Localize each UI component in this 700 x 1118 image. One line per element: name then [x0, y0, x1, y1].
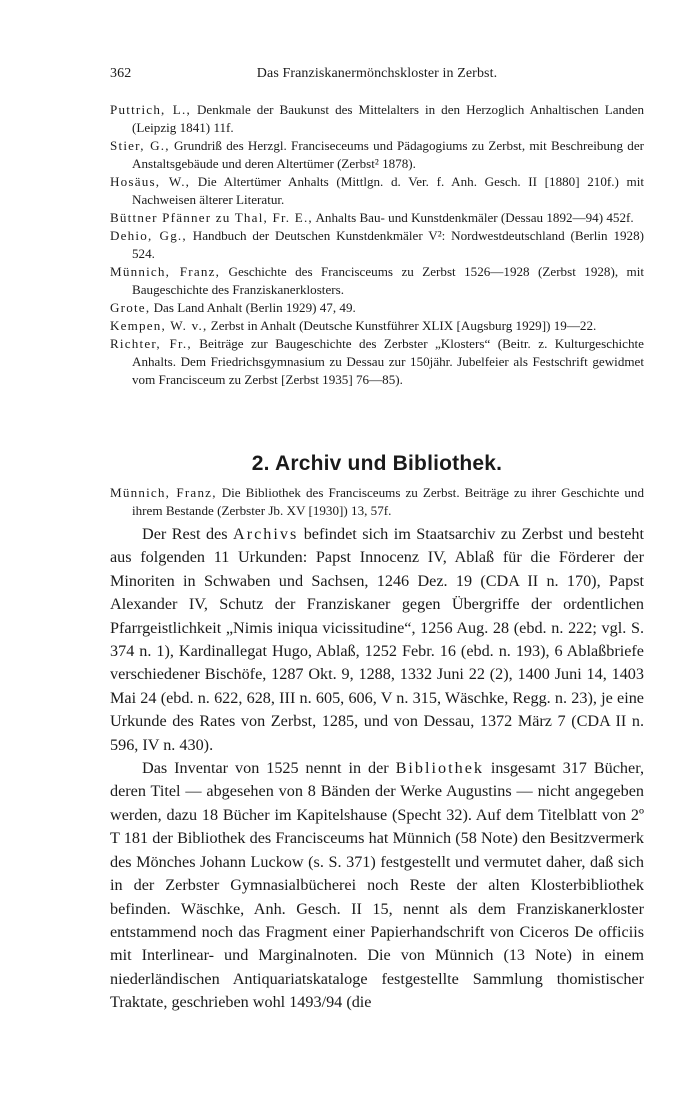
entry-author: Hosäus, W., — [110, 174, 191, 189]
bibliography-entry — [110, 137, 644, 173]
paragraph-text: Das Inventar von 1525 nennt in der — [142, 759, 396, 778]
body-text — [110, 523, 644, 1015]
bibliography-entry — [110, 484, 644, 520]
bibliography-entry — [110, 335, 644, 389]
entry-text: Das Land Anhalt (Berlin 1929) 47, 49. — [150, 300, 356, 315]
entry-text: Die Altertümer Anhalts (Mittlgn. d. Ver. f. Anh. Gesch. II [1880] 210f.) mit Nachweisen älterer Literatur. — [132, 174, 644, 207]
page-header — [110, 66, 644, 88]
bibliography-entry — [110, 227, 644, 263]
entry-text: Denkmale der Baukunst des Mittelalters in den Herzoglich Anhaltischen Landen (Leipzig 1841) 11f. — [132, 102, 644, 135]
entry-text: Handbuch der Deutschen Kunstdenkmäler V²: Nordwestdeutschland (Berlin 1928) 524. — [132, 228, 644, 261]
entry-text: Geschichte des Francisceums zu Zerbst 1526—1928 (Zerbst 1928), mit Baugeschichte des Franziskanerklosters. — [132, 264, 644, 297]
paragraph-text: befindet sich im Staatsarchiv zu Zerbst und besteht aus folgenden 11 Urkunden: Papst Innocenz IV, Ablaß für die Förderer der Minoriten in Schwaben und Sachsen, 1246 Dez. 19 (CDA II n. 170), Papst Alexander IV, Schutz der Franziskaner gegen Übergriffe der ordentlichen Pfarrgeistlichkeit „Nimis iniqua vicissitudine“, 1256 Aug. 28 (ebd. n. 222; vgl. S. 374 n. 1), Kardinallegat Hugo, Ablaß, 1252 Febr. 16 (ebd. n. 193), 6 Ablaßbriefe verschiedener Bischöfe, 1287 Okt. 9, 1288, 1332 Juni 22 (2), 1400 Juni 14, 1403 Mai 24 (ebd. n. 622, 628, III n. 605, 606, V n. 315, Wäschke, Regg. n. 23), je eine Urkunde des Rates von Zerbst, 1285, und von Dessau, 1372 März 7 (CDA II n. 596, IV n. 430). — [110, 525, 644, 754]
section-reference — [110, 484, 644, 520]
entry-text: Die Bibliothek des Francisceums zu Zerbst. Beiträge zu ihrer Geschichte und ihrem Bestande (Zerbster Jb. XV [1930]) 13, 57f. — [132, 485, 644, 518]
paragraph-archive — [110, 523, 644, 757]
page-number: 362 — [110, 66, 132, 81]
bibliography-entry — [110, 317, 644, 335]
emphasized-term: Archivs — [233, 525, 299, 543]
bibliography-entry — [110, 209, 644, 227]
entry-author: Kempen, W. v., — [110, 318, 208, 333]
entry-author: Richter, Fr., — [110, 336, 192, 351]
entry-author: Büttner Pfänner zu Thal, Fr. E., — [110, 210, 313, 225]
running-title: Das Franziskanermönchskloster in Zerbst. — [256, 66, 498, 81]
entry-author: Münnich, Franz, — [110, 264, 221, 279]
entry-author: Puttrich, L., — [110, 102, 191, 117]
entry-text: Zerbst in Anhalt (Deutsche Kunstführer XLIX [Augsburg 1929]) 19—22. — [207, 318, 597, 333]
paragraph-text: Der Rest des — [142, 525, 233, 543]
paragraph-text: insgesamt 317 Bücher, deren Titel — abgesehen von 8 Bänden der Werke Augustins — nicht angegeben werden, dazu 18 Bücher im Kapitelshause (Specht 32). Auf dem Titelblatt von 2º T 181 der Bibliothek des Francisceums hat Münnich (58 Note) den Besitzvermerk des Mönches Johann Luckow (s. S. 371) festgestellt und vermutet daher, daß sich in der Zerbster Gymnasialbücherei noch Reste der alten Klosterbibliothek befinden. Wäschke, Anh. Gesch. II 15, nennt als dem Franziskanerkloster entstammend noch das Fragment einer Papierhandschrift von Ciceros De officiis mit Interlinear- und Marginalnoten. Die von Münnich (13 Note) in einem niederländischen Antiquariatskataloge festgestellte Sammlung thomistischer Traktate, geschrieben wohl 1493/94 (die — [110, 759, 644, 1012]
bibliography-list — [110, 101, 644, 389]
entry-author: Stier, G., — [110, 138, 170, 153]
bibliography-entry — [110, 263, 644, 299]
entry-author: Münnich, Franz, — [110, 485, 217, 500]
emphasized-term: Bibliothek — [395, 759, 484, 778]
entry-author: Grote, — [110, 300, 151, 315]
bibliography-entry — [110, 173, 644, 209]
bibliography-entry — [110, 101, 644, 137]
section-heading: 2. Archiv und Bibliothek. — [251, 452, 503, 475]
entry-author: Dehio, Gg., — [110, 228, 187, 243]
entry-text: Grundriß des Herzgl. Franciseceums und Pädagogiums zu Zerbst, mit Beschreibung der Anstaltsgebäude und deren Altertümer (Zerbst² 1878). — [132, 138, 644, 171]
bibliography-entry — [110, 299, 644, 317]
entry-text: Beiträge zur Baugeschichte des Zerbster „Klosters“ (Beitr. z. Kulturgeschichte Anhalts. Dem Friedrichsgymnasium zu Dessau zur 150jähr. Jubelfeier als Festschrift gewidmet vom Francisceum zu Zerbst [Zerbst 1935] 76—85). — [132, 336, 644, 387]
entry-text: Anhalts Bau- und Kunstdenkmäler (Dessau 1892—94) 452f. — [312, 210, 634, 225]
paragraph-library — [110, 757, 644, 1014]
